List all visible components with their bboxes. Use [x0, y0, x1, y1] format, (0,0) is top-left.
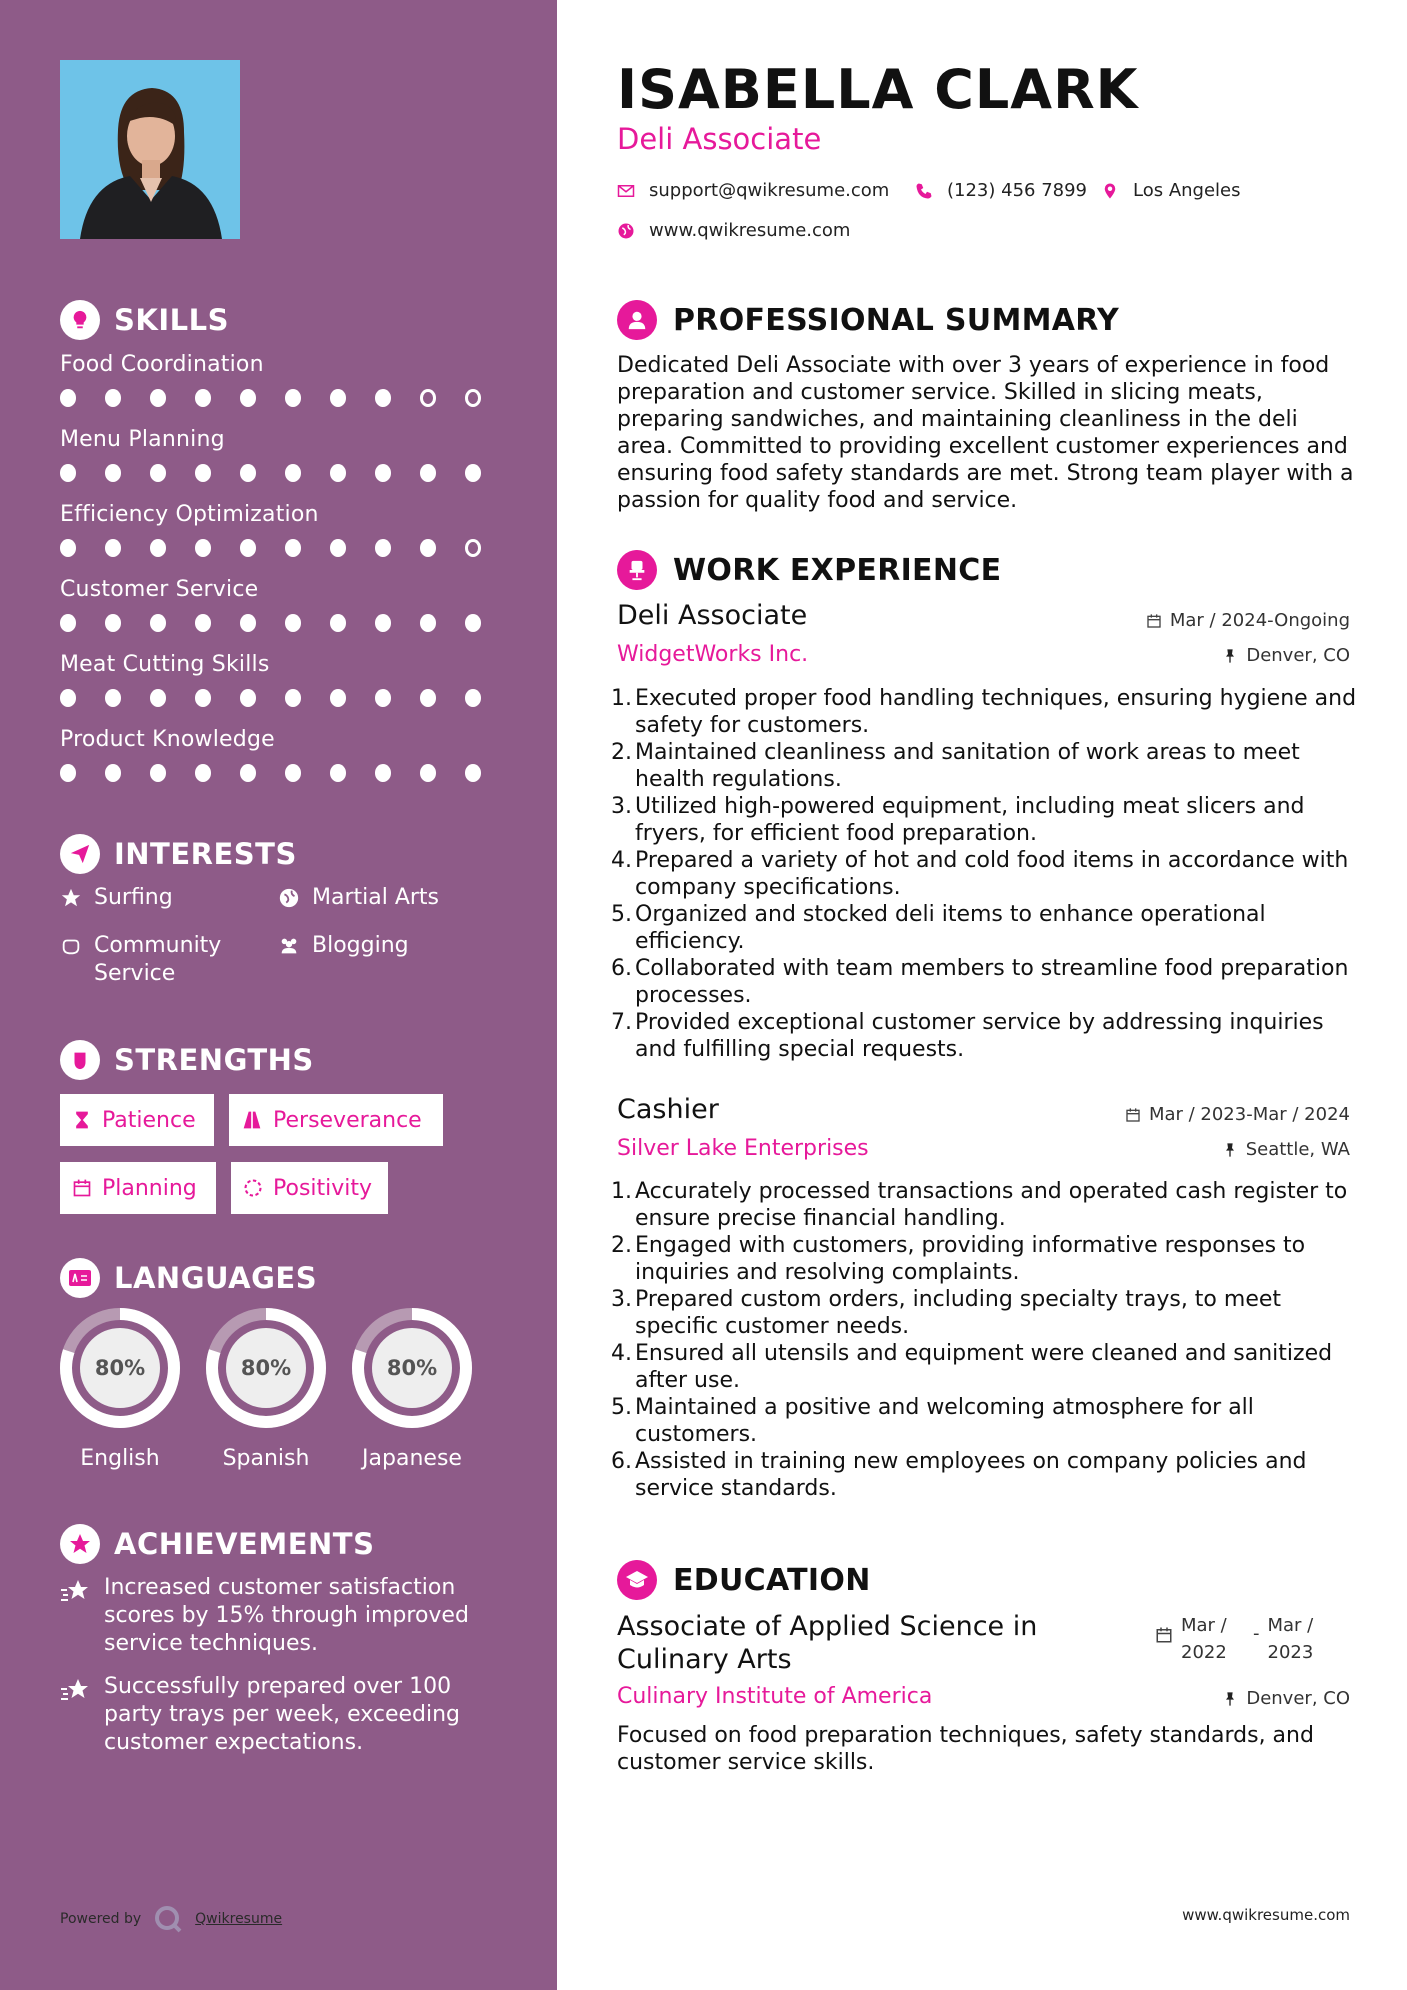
shooting-star-icon	[60, 1578, 90, 1606]
skill-name: Efficiency Optimization	[60, 502, 319, 527]
skill-rating	[60, 539, 510, 557]
star-icon	[60, 887, 82, 909]
rating-dot-filled	[150, 764, 166, 782]
rating-dot-filled	[195, 539, 211, 557]
rating-dot-filled	[60, 464, 76, 482]
language-name: Japanese	[362, 1446, 462, 1471]
calendar-icon	[72, 1178, 92, 1198]
rating-dot-filled	[195, 389, 211, 407]
hourglass-icon	[72, 1110, 92, 1130]
education-heading-text: EDUCATION	[673, 1562, 871, 1598]
skill-item	[60, 577, 510, 632]
profile-photo	[60, 60, 240, 239]
rating-dot-filled	[240, 539, 256, 557]
website-text: www.qwikresume.com	[649, 220, 851, 241]
rating-dot-filled	[330, 464, 346, 482]
achievements-heading	[60, 1524, 374, 1564]
interests-heading-text: INTERESTS	[114, 837, 297, 871]
rating-dot-filled	[240, 464, 256, 482]
skill-item	[60, 652, 510, 707]
footer-website[interactable]: www.qwikresume.com	[1182, 1906, 1350, 1924]
qwikresume-logo-icon	[153, 1904, 183, 1934]
candidate-name: ISABELLA CLARK	[617, 58, 1139, 121]
language-proficiency-ring	[204, 1306, 328, 1430]
pushpin-icon	[1222, 1691, 1238, 1707]
qwikresume-link[interactable]: Qwikresume	[195, 1911, 283, 1927]
education-location-text: Denver, CO	[1246, 1688, 1350, 1709]
star-badge-icon	[60, 1524, 100, 1564]
rating-dot-filled	[375, 764, 391, 782]
job-dates-text: Mar / 2024-Ongoing	[1169, 610, 1350, 631]
rating-dot-filled	[465, 764, 481, 782]
interest-label: Community Service	[94, 933, 222, 986]
rating-dot-filled	[195, 764, 211, 782]
rating-dot-filled	[150, 689, 166, 707]
duty-item: Assisted in training new employees on company policies and service standards.	[635, 1449, 1307, 1501]
strength-label: Perseverance	[273, 1107, 422, 1133]
job-duties	[617, 1178, 1367, 1502]
strength-label: Planning	[102, 1175, 197, 1201]
rating-dot-filled	[240, 389, 256, 407]
rating-dot-filled	[330, 764, 346, 782]
interest-label: Surfing	[94, 885, 173, 910]
language-percent: 80%	[240, 1356, 292, 1380]
achievement-item	[60, 1673, 480, 1757]
job-location-text: Denver, CO	[1246, 645, 1350, 666]
paper-plane-icon	[60, 834, 100, 874]
duty-item: Provided exceptional customer service by addressing inquiries and fulfilling special requests.	[635, 1010, 1324, 1062]
language-proficiency-ring	[350, 1306, 474, 1430]
phone-text: (123) 456 7899	[947, 180, 1088, 201]
rating-dot-filled	[420, 614, 436, 632]
strength-badge	[231, 1162, 388, 1214]
location-text: Los Angeles	[1133, 180, 1241, 201]
interest-item	[60, 932, 250, 988]
duty-item: Utilized high-powered equipment, including meat slicers and fryers, for efficient food preparation.	[635, 794, 1305, 846]
rating-dot-filled	[240, 689, 256, 707]
spinner-icon	[243, 1178, 263, 1198]
interest-item	[60, 884, 173, 912]
rating-dot-filled	[285, 539, 301, 557]
globe-icon	[617, 222, 635, 240]
job-location-text: Seattle, WA	[1245, 1139, 1350, 1160]
skill-rating	[60, 389, 510, 407]
skill-rating	[60, 764, 510, 782]
phone-icon	[915, 182, 933, 200]
contact-phone[interactable]	[915, 180, 1087, 201]
job-dates-text: Mar / 2023-Mar / 2024	[1148, 1104, 1350, 1125]
globe-icon	[278, 887, 300, 909]
rating-dot-filled	[375, 389, 391, 407]
rating-dot-filled	[285, 389, 301, 407]
skill-item	[60, 352, 510, 407]
skills-heading-text: SKILLS	[114, 303, 229, 337]
duty-item: Maintained a positive and welcoming atmosphere for all customers.	[635, 1395, 1254, 1447]
rating-dot-filled	[330, 614, 346, 632]
calendar-icon	[1155, 1626, 1173, 1644]
rating-dot-filled	[105, 689, 121, 707]
rating-dot-filled	[240, 614, 256, 632]
powered-by-text: Powered by	[60, 1911, 142, 1927]
rating-dot-filled	[60, 539, 76, 557]
job-company: Silver Lake Enterprises	[617, 1136, 869, 1161]
rating-dot-empty	[465, 539, 481, 557]
language-item	[204, 1306, 328, 1471]
strength-label: Positivity	[273, 1175, 373, 1201]
pushpin-icon	[1222, 1142, 1238, 1158]
envelope-icon	[617, 182, 635, 200]
education-end: Mar / 2023	[1267, 1615, 1314, 1663]
rating-dot-filled	[285, 689, 301, 707]
contact-website[interactable]	[617, 220, 850, 241]
rating-dot-filled	[375, 689, 391, 707]
rating-dot-filled	[60, 689, 76, 707]
rating-dot-filled	[60, 389, 76, 407]
language-item	[58, 1306, 182, 1471]
road-icon	[241, 1110, 263, 1130]
education-location	[1222, 1688, 1350, 1709]
education-description: Focused on food preparation techniques, safety standards, and customer service skills.	[617, 1723, 1314, 1775]
rating-dot-filled	[240, 764, 256, 782]
shooting-star-icon	[60, 1677, 90, 1705]
skill-item	[60, 427, 510, 482]
summary-heading-text: PROFESSIONAL SUMMARY	[673, 302, 1120, 338]
strength-badge	[60, 1094, 214, 1146]
job-title: Deli Associate	[617, 600, 808, 631]
rating-dot-filled	[195, 689, 211, 707]
rating-dot-filled	[375, 539, 391, 557]
rating-dot-filled	[330, 539, 346, 557]
lightbulb-icon	[60, 300, 100, 340]
main-content	[557, 0, 1407, 1990]
language-percent: 80%	[386, 1356, 438, 1380]
rating-dot-filled	[105, 614, 121, 632]
calendar-icon	[1125, 1107, 1141, 1123]
rating-dot-filled	[420, 689, 436, 707]
languages-heading	[60, 1258, 317, 1298]
education-heading	[617, 1560, 871, 1600]
duty-item: Maintained cleanliness and sanitation of work areas to meet health regulations.	[635, 740, 1300, 792]
education-date-separator: -	[1253, 1623, 1260, 1644]
rating-dot-empty	[465, 389, 481, 407]
map-pin-icon	[1101, 182, 1119, 200]
rating-dot-filled	[150, 539, 166, 557]
rating-dot-filled	[330, 689, 346, 707]
rating-dot-empty	[420, 389, 436, 407]
job-location	[1222, 1139, 1350, 1160]
rating-dot-filled	[105, 389, 121, 407]
job-duties	[617, 685, 1367, 1063]
candidate-title: Deli Associate	[617, 122, 822, 156]
interest-item	[278, 884, 439, 912]
education-dates	[1155, 1612, 1326, 1666]
rating-dot-filled	[195, 614, 211, 632]
rating-dot-filled	[465, 614, 481, 632]
languages-heading-text: LANGUAGES	[114, 1261, 318, 1295]
summary-text: Dedicated Deli Associate with over 3 years of experience in food preparation and customer service. Skilled in slicing meats, preparing sandwiches, and maintaining cleanliness in the deli area. Committed to providing excellent customer experiences and ensuring food safety standards are met. Strong team player with a passion for quality food and service.	[617, 353, 1354, 513]
rating-dot-filled	[420, 539, 436, 557]
strength-badge	[60, 1162, 216, 1214]
fist-icon	[60, 1040, 100, 1080]
skill-item	[60, 727, 510, 782]
skill-item	[60, 502, 510, 557]
skill-name: Menu Planning	[60, 427, 225, 452]
summary-heading	[617, 300, 1119, 340]
rating-dot-filled	[195, 464, 211, 482]
language-card-icon	[60, 1258, 100, 1298]
language-percent: 80%	[94, 1356, 146, 1380]
rating-dot-filled	[465, 464, 481, 482]
strengths-heading	[60, 1040, 314, 1080]
email-text: support@qwikresume.com	[649, 180, 890, 201]
experience-heading	[617, 550, 1001, 590]
interests-heading	[60, 834, 297, 874]
job-location	[1222, 645, 1350, 666]
calendar-icon	[1146, 613, 1162, 629]
rating-dot-filled	[285, 764, 301, 782]
language-item	[350, 1306, 474, 1471]
interest-item	[278, 932, 409, 960]
sidebar	[0, 0, 557, 1990]
duty-item: Collaborated with team members to streamline food preparation processes.	[635, 956, 1349, 1008]
strength-label: Patience	[102, 1107, 196, 1133]
pushpin-icon	[1222, 648, 1238, 664]
duty-item: Engaged with customers, providing informative responses to inquiries and resolving complaints.	[635, 1233, 1306, 1285]
duty-item: Ensured all utensils and equipment were cleaned and sanitized after use.	[635, 1341, 1333, 1393]
job-dates	[1125, 1104, 1350, 1125]
contact-location	[1101, 180, 1241, 201]
interest-label: Blogging	[312, 933, 409, 958]
rating-dot-filled	[375, 614, 391, 632]
rating-dot-filled	[150, 464, 166, 482]
achievement-text: Increased customer satisfaction scores by 15% through improved service techniques.	[104, 1575, 469, 1656]
rating-dot-filled	[375, 464, 391, 482]
skill-rating	[60, 614, 510, 632]
skill-rating	[60, 689, 510, 707]
achievement-item	[60, 1574, 480, 1658]
rating-dot-filled	[105, 764, 121, 782]
language-name: English	[80, 1446, 160, 1471]
rating-dot-filled	[60, 614, 76, 632]
rating-dot-filled	[285, 464, 301, 482]
skill-name: Food Coordination	[60, 352, 264, 377]
rating-dot-filled	[285, 614, 301, 632]
skill-name: Product Knowledge	[60, 727, 275, 752]
duty-item: Executed proper food handling techniques, ensuring hygiene and safety for customers.	[635, 686, 1357, 738]
graduation-cap-icon	[617, 1560, 657, 1600]
office-chair-icon	[617, 550, 657, 590]
user-icon	[617, 300, 657, 340]
job-title: Cashier	[617, 1094, 719, 1125]
interest-label: Martial Arts	[312, 885, 440, 910]
rating-dot-filled	[60, 764, 76, 782]
achievement-text: Successfully prepared over 100 party trays per week, exceeding customer expectations.	[104, 1674, 461, 1755]
rating-dot-filled	[330, 389, 346, 407]
achievements-heading-text: ACHIEVEMENTS	[114, 1527, 375, 1561]
skill-name: Meat Cutting Skills	[60, 652, 270, 677]
powered-by	[60, 1904, 282, 1934]
education-start: Mar / 2022	[1181, 1615, 1227, 1663]
users-icon	[278, 935, 300, 957]
skill-name: Customer Service	[60, 577, 259, 602]
language-proficiency-ring	[58, 1306, 182, 1430]
job-dates	[1146, 610, 1350, 631]
duty-item: Prepared a variety of hot and cold food items in accordance with company specifications.	[635, 848, 1349, 900]
strength-badge	[229, 1094, 443, 1146]
contact-email[interactable]	[617, 180, 889, 201]
duty-item: Organized and stocked deli items to enhance operational efficiency.	[635, 902, 1266, 954]
job-company: WidgetWorks Inc.	[617, 642, 809, 667]
rating-dot-filled	[465, 689, 481, 707]
rating-dot-filled	[150, 389, 166, 407]
rating-dot-filled	[420, 464, 436, 482]
hand-icon	[60, 935, 82, 957]
strengths-heading-text: STRENGTHS	[114, 1043, 314, 1077]
rating-dot-filled	[105, 539, 121, 557]
skill-rating	[60, 464, 510, 482]
language-name: Spanish	[222, 1446, 310, 1471]
rating-dot-filled	[420, 764, 436, 782]
duty-item: Accurately processed transactions and operated cash register to ensure precise financial handling.	[635, 1179, 1348, 1231]
experience-heading-text: WORK EXPERIENCE	[673, 552, 1002, 588]
school-name: Culinary Institute of America	[617, 1684, 933, 1709]
rating-dot-filled	[105, 464, 121, 482]
degree-title: Associate of Applied Science in Culinary Arts	[617, 1611, 1038, 1675]
skills-heading	[60, 300, 229, 340]
duty-item: Prepared custom orders, including specialty trays, to meet specific customer needs.	[635, 1287, 1282, 1339]
rating-dot-filled	[150, 614, 166, 632]
